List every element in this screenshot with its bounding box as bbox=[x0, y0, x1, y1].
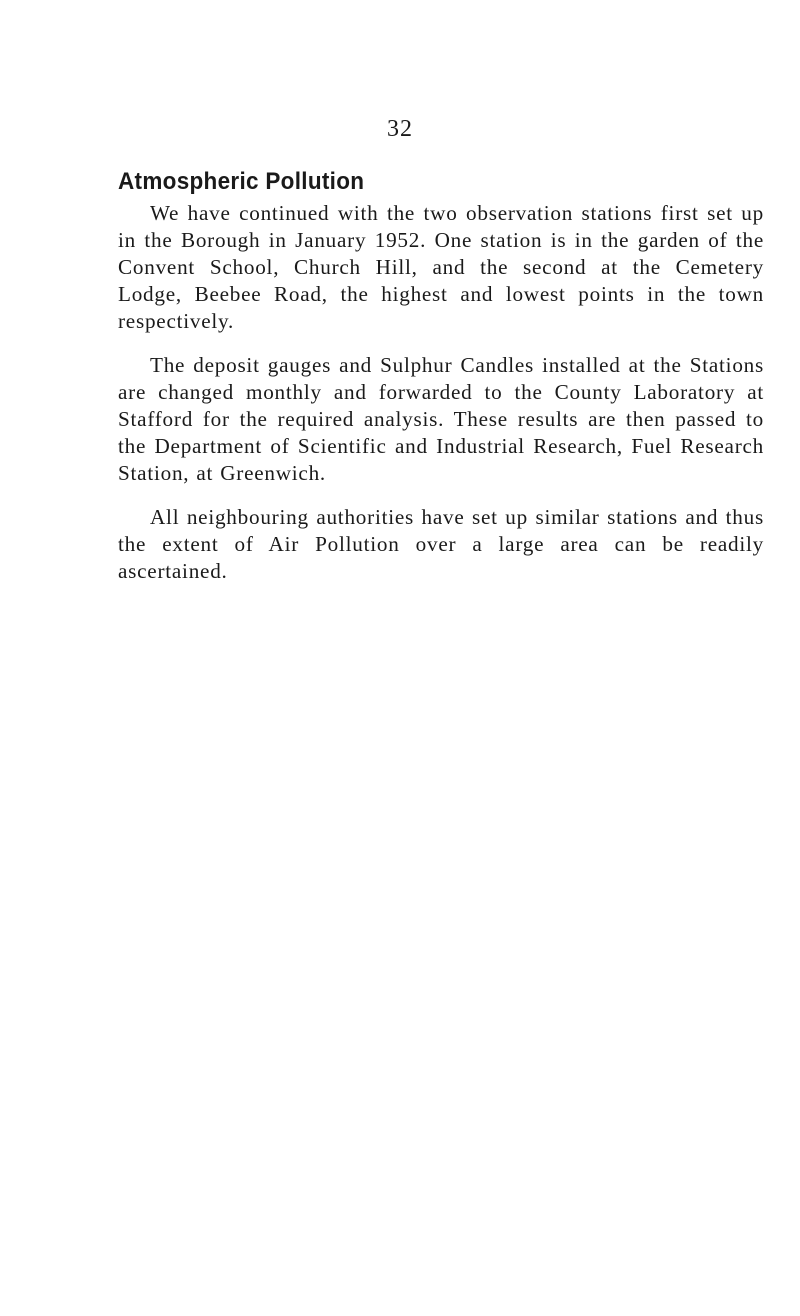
paragraph-neighbouring-authorities: All neighbouring authorities have set up similar stations and thus the extent of Air Pollution over a large area can be readily ascertained. bbox=[118, 505, 764, 583]
page-number: 32 bbox=[387, 116, 413, 142]
paragraph-observation-stations: We have continued with the two observation stations first set up in the Borough in January 1952. One station is in the garden of the Convent School, Church Hill, and the second at the Cemetery Lodge, Beebee Road, the highest and lowest points in the town respectively. bbox=[118, 201, 764, 333]
section-heading: Atmospheric Pollution bbox=[118, 168, 365, 195]
document-body bbox=[118, 166, 764, 602]
paragraph-deposit-gauges: The deposit gauges and Sulphur Candles installed at the Stations are changed monthly and forwarded to the County Laboratory at Stafford for the required analysis. These results are then passed to the Department of Scientific and Industrial Research, Fuel Research Station, at Greenwich. bbox=[118, 353, 764, 485]
